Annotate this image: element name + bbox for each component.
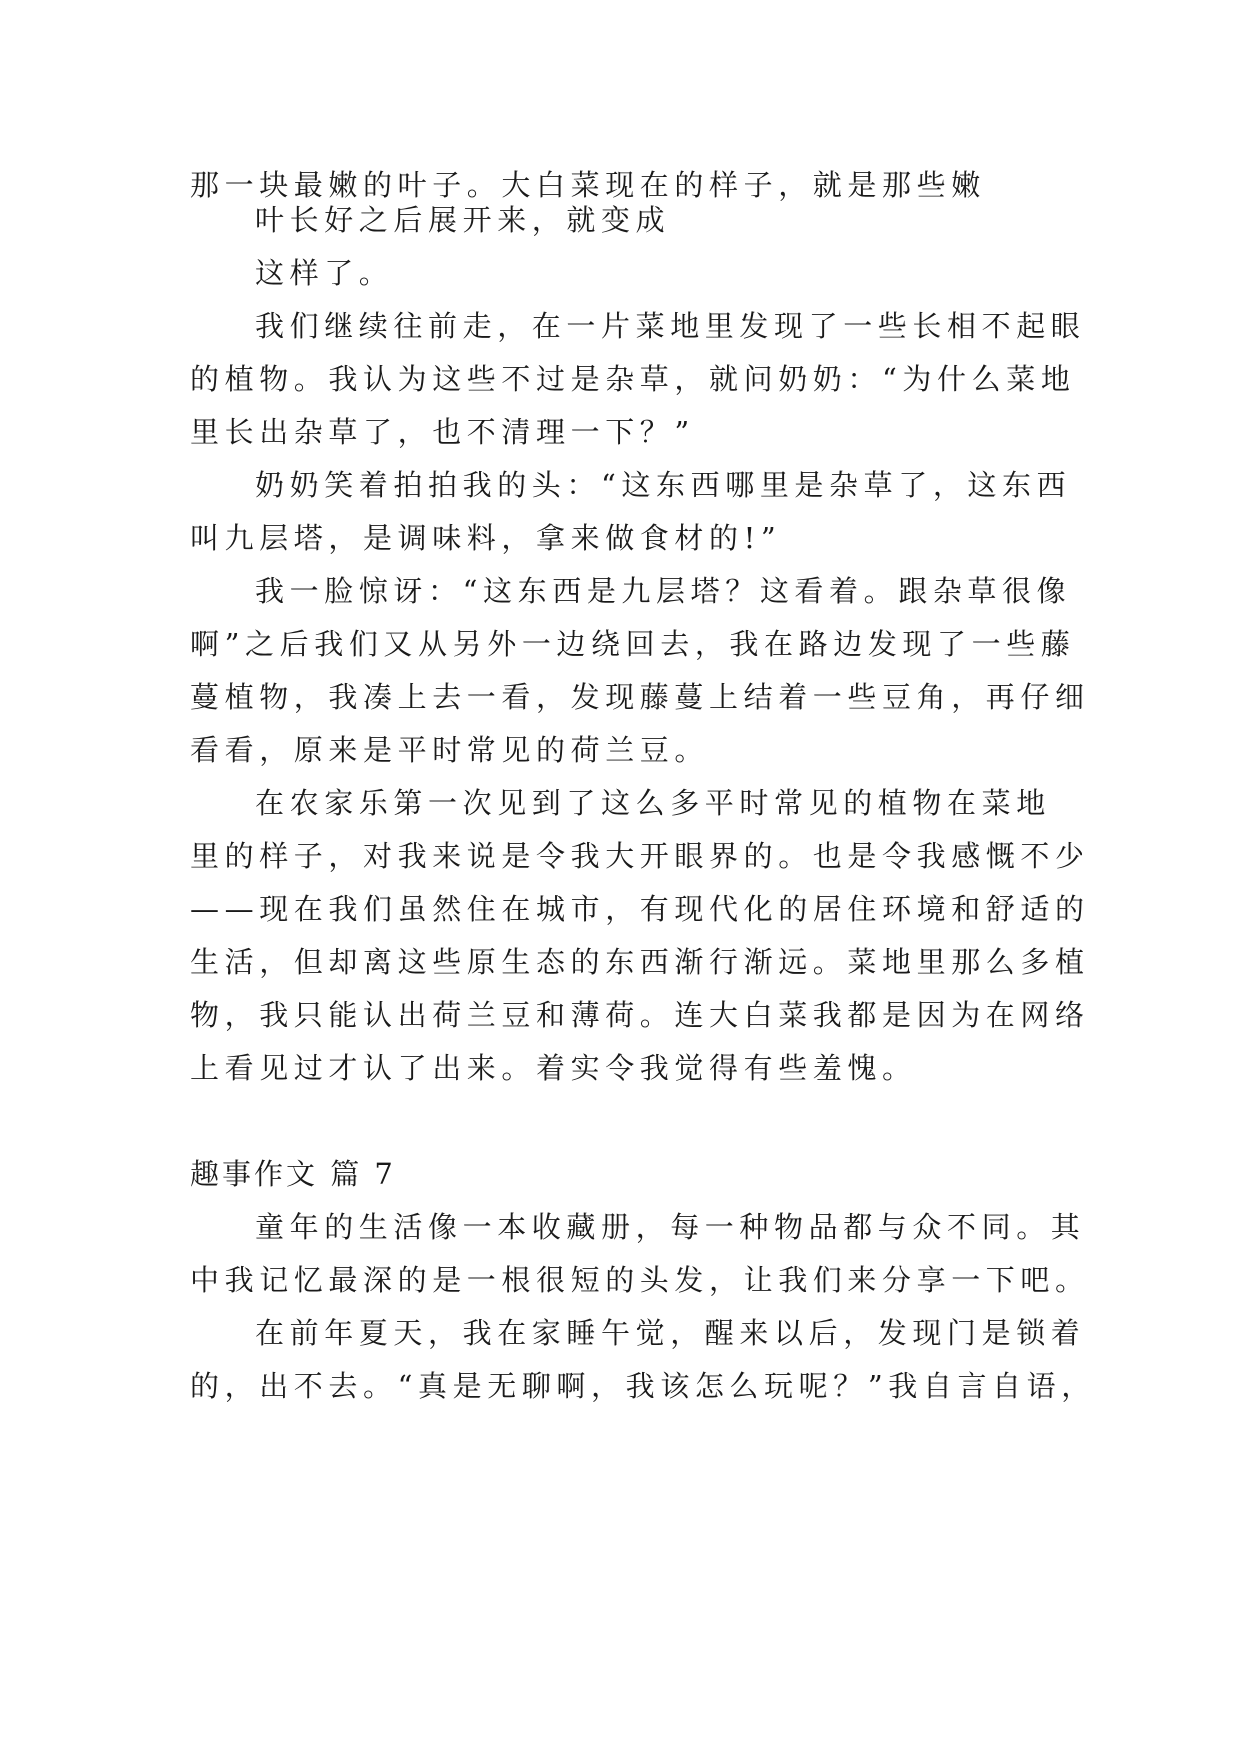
section-heading: 趣事作文 篇 7 (190, 1157, 396, 1191)
text-line: 叶长好之后展开来，就变成 (255, 203, 671, 237)
text-line: 这样了。 (255, 256, 394, 290)
paragraph-line: 在农家乐第一次见到了这么多平时常见的植物在菜地 (255, 786, 1051, 820)
text-line: 的植物。我认为这些不过是杂草，就问奶奶：“为什么菜地 (190, 362, 1076, 396)
text-line: 中我记忆最深的是一根很短的头发，让我们来分享一下吧。 (190, 1263, 1090, 1297)
text-line: 物，我只能认出荷兰豆和薄荷。连大白菜我都是因为在网络 (190, 998, 1090, 1032)
text-line: 叫九层塔，是调味料，拿来做食材的!” (190, 521, 782, 555)
text-line: 蔓植物，我凑上去一看，发现藤蔓上结着一些豆角，再仔细 (190, 680, 1090, 714)
paragraph-line: 我们继续往前走，在一片菜地里发现了一些长相不起眼 (255, 309, 1086, 343)
paragraph-line: 我一脸惊讶：“这东西是九层塔？这看着。跟杂草很像 (255, 574, 1072, 608)
text-line: 啊”之后我们又从另外一边绕回去，我在路边发现了一些藤 (190, 627, 1076, 661)
paragraph-line: 童年的生活像一本收藏册，每一种物品都与众不同。其 (255, 1210, 1086, 1244)
text-line: 上看见过才认了出来。着实令我觉得有些羞愧。 (190, 1051, 917, 1085)
text-line: 那一块最嫩的叶子。大白菜现在的样子，就是那些嫩 (190, 168, 986, 202)
text-line: 里的样子，对我来说是令我大开眼界的。也是令我感慨不少 (190, 839, 1090, 873)
text-line: 看看，原来是平时常见的荷兰豆。 (190, 733, 710, 767)
paragraph-line: 奶奶笑着拍拍我的头：“这东西哪里是杂草了，这东西 (255, 468, 1072, 502)
text-line: 生活，但却离这些原生态的东西渐行渐远。菜地里那么多植 (190, 945, 1090, 979)
text-line: 里长出杂草了，也不清理一下？” (190, 415, 695, 449)
text-line: ——现在我们虽然住在城市，有现代化的居住环境和舒适的 (190, 892, 1090, 926)
text-line: 的，出不去。“真是无聊啊，我该怎么玩呢？”我自言自语， (190, 1369, 1096, 1403)
paragraph-line: 在前年夏天，我在家睡午觉，醒来以后，发现门是锁着 (255, 1316, 1086, 1350)
